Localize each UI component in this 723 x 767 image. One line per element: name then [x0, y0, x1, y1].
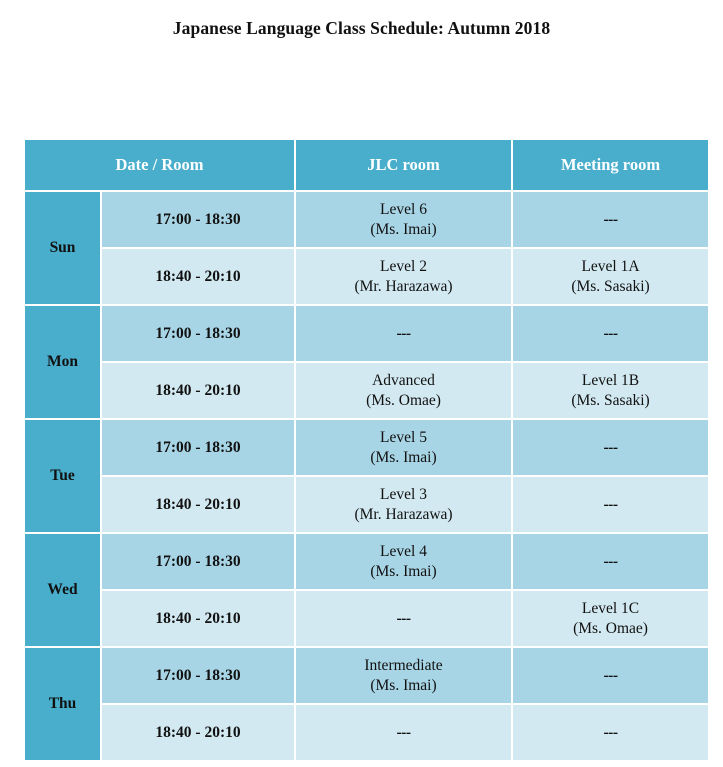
jlc-room-class-cell	[296, 420, 511, 475]
table-row	[25, 420, 708, 475]
day-label-sun: Sun	[25, 192, 100, 304]
empty-placeholder: ---	[603, 438, 618, 456]
class-teacher: (Ms. Imai)	[370, 676, 437, 694]
jlc-room-class-cell	[296, 192, 511, 247]
time-slot-cell: 17:00 - 18:30	[102, 420, 294, 475]
header-row	[25, 140, 708, 190]
table-row	[25, 534, 708, 589]
meeting-room-class-cell	[513, 306, 708, 361]
class-teacher: (Ms. Omae)	[573, 619, 648, 637]
empty-placeholder: ---	[603, 723, 618, 741]
jlc-room-class-cell	[296, 648, 511, 703]
column-header-date-room: Date / Room	[25, 140, 294, 190]
meeting-room-class-cell	[513, 249, 708, 304]
class-name: Level 4	[380, 543, 427, 561]
jlc-room-class-cell	[296, 591, 511, 646]
table-row	[25, 249, 708, 304]
jlc-room-class-cell	[296, 534, 511, 589]
schedule-table	[23, 138, 710, 762]
meeting-room-class-cell	[513, 648, 708, 703]
table-row	[25, 705, 708, 760]
table-header	[25, 140, 708, 190]
meeting-room-class-cell	[513, 420, 708, 475]
class-teacher: (Ms. Sasaki)	[571, 391, 650, 409]
time-slot-cell: 18:40 - 20:10	[102, 363, 294, 418]
time-slot-cell: 17:00 - 18:30	[102, 534, 294, 589]
table-row	[25, 477, 708, 532]
meeting-room-class-cell	[513, 591, 708, 646]
time-slot-cell: 17:00 - 18:30	[102, 648, 294, 703]
table-row	[25, 363, 708, 418]
jlc-room-class-cell	[296, 477, 511, 532]
empty-placeholder: ---	[396, 324, 411, 342]
jlc-room-class-cell	[296, 249, 511, 304]
empty-placeholder: ---	[603, 552, 618, 570]
table-row	[25, 591, 708, 646]
day-label-thu: Thu	[25, 648, 100, 760]
class-name: Intermediate	[364, 657, 443, 675]
class-teacher: (Ms. Imai)	[370, 562, 437, 580]
jlc-room-class-cell	[296, 306, 511, 361]
meeting-room-class-cell	[513, 363, 708, 418]
meeting-room-class-cell	[513, 477, 708, 532]
empty-placeholder: ---	[396, 609, 411, 627]
empty-placeholder: ---	[603, 324, 618, 342]
table-row	[25, 306, 708, 361]
class-teacher: (Ms. Omae)	[366, 391, 441, 409]
column-header-jlc-room: JLC room	[296, 140, 511, 190]
meeting-room-class-cell	[513, 192, 708, 247]
time-slot-cell: 18:40 - 20:10	[102, 477, 294, 532]
column-header-meeting-room: Meeting room	[513, 140, 708, 190]
jlc-room-class-cell	[296, 705, 511, 760]
class-name: Level 1B	[581, 372, 640, 390]
class-teacher: (Ms. Imai)	[370, 220, 437, 238]
meeting-room-class-cell	[513, 705, 708, 760]
class-name: Level 5	[380, 429, 427, 447]
time-slot-cell: 17:00 - 18:30	[102, 306, 294, 361]
day-label-wed: Wed	[25, 534, 100, 646]
empty-placeholder: ---	[603, 495, 618, 513]
time-slot-cell: 18:40 - 20:10	[102, 591, 294, 646]
class-teacher: (Mr. Harazawa)	[354, 277, 453, 295]
class-name: Level 2	[380, 258, 427, 276]
day-label-mon: Mon	[25, 306, 100, 418]
empty-placeholder: ---	[396, 723, 411, 741]
time-slot-cell: 18:40 - 20:10	[102, 705, 294, 760]
day-label-tue: Tue	[25, 420, 100, 532]
class-teacher: (Mr. Harazawa)	[354, 505, 453, 523]
page-title: Japanese Language Class Schedule: Autumn 2018	[172, 18, 551, 38]
jlc-room-class-cell	[296, 363, 511, 418]
class-teacher: (Ms. Imai)	[370, 448, 437, 466]
meeting-room-class-cell	[513, 534, 708, 589]
table-body	[25, 192, 708, 760]
class-name: Level 1C	[581, 600, 640, 618]
class-name: Level 3	[380, 486, 427, 504]
empty-placeholder: ---	[603, 210, 618, 228]
table-row	[25, 648, 708, 703]
class-name: Level 6	[380, 201, 427, 219]
class-name: Level 1A	[581, 258, 640, 276]
table-row	[25, 192, 708, 247]
time-slot-cell: 17:00 - 18:30	[102, 192, 294, 247]
empty-placeholder: ---	[603, 666, 618, 684]
class-name: Advanced	[372, 372, 435, 390]
class-teacher: (Ms. Sasaki)	[571, 277, 650, 295]
time-slot-cell: 18:40 - 20:10	[102, 249, 294, 304]
